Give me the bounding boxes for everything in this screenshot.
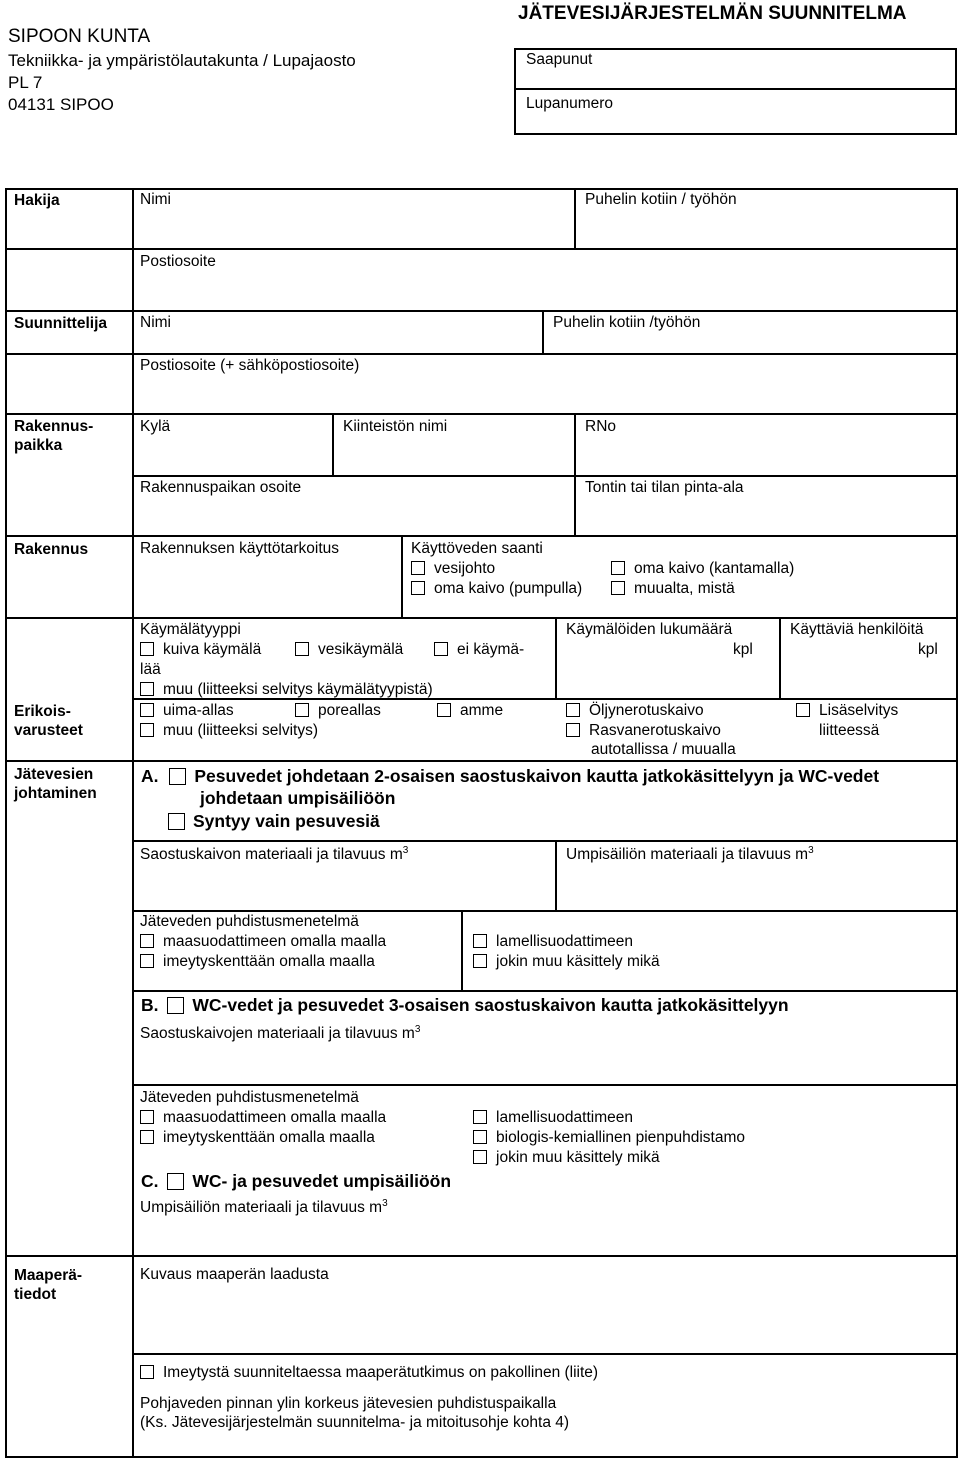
treatment-method-label: Jäteveden puhdistusmenetelmä <box>140 913 359 930</box>
treatment-divider <box>461 910 463 990</box>
applicant-name-label: Nimi <box>140 191 171 208</box>
department-name: Tekniikka- ja ympäristölautakunta / Lupajaosto <box>8 51 356 70</box>
checkbox[interactable] <box>168 813 185 830</box>
soil-description-field[interactable] <box>140 1266 329 1285</box>
treatment-a-infiltration[interactable] <box>140 953 375 972</box>
section-building-site <box>14 418 93 455</box>
site-divider <box>574 413 576 535</box>
checkbox[interactable] <box>140 642 154 656</box>
checkbox[interactable] <box>140 682 154 696</box>
organization-name: SIPOON KUNTA <box>8 26 151 47</box>
section-label-line: johtaminen <box>14 784 97 802</box>
persons-unit[interactable] <box>918 641 938 660</box>
groundwater-label: Pohjaveden pinnan ylin korkeus jätevesien puhdistuspaikalla <box>140 1395 557 1412</box>
toilet-type-label: Käymälätyyppi <box>140 621 241 638</box>
option-label: Imeytystä suunniteltaessa maaperätutkimus on pakollinen (liite) <box>163 1364 599 1381</box>
soil-survey-option[interactable] <box>140 1364 598 1383</box>
designer-phone-field[interactable] <box>553 314 700 333</box>
checkbox[interactable] <box>611 561 625 575</box>
checkbox[interactable] <box>473 1150 487 1164</box>
checkbox[interactable] <box>167 997 184 1014</box>
extra-report-option[interactable] <box>796 702 898 721</box>
village-label: Kylä <box>140 418 171 435</box>
option-label: maasuodattimeen omalla maalla <box>163 1109 387 1126</box>
option-label: jokin muu käsittely mikä <box>496 1149 660 1166</box>
unit-label: kpl <box>733 641 753 658</box>
option-label: uima-allas <box>163 702 234 719</box>
section-label-line: Jätevesien <box>14 766 94 783</box>
site-divider <box>332 413 334 475</box>
treatment-b-soil-filter[interactable] <box>140 1109 386 1128</box>
septic-tank-label: Saostuskaivon materiaali ja tilavuus m <box>140 846 403 864</box>
checkbox[interactable] <box>796 703 810 717</box>
water-option-well-carried[interactable] <box>611 560 794 579</box>
row-divider <box>5 310 958 312</box>
equipment-divider <box>555 617 557 698</box>
option-b[interactable] <box>141 995 789 1016</box>
row-divider <box>5 248 958 250</box>
only-wash-water-option[interactable] <box>168 811 380 832</box>
option-label: biologis-kemiallinen pienpuhdistamo <box>496 1129 746 1146</box>
option-label: maasuodattimeen omalla maalla <box>163 933 387 950</box>
option-a-text: Pesuvedet johdetaan 2-osaisen saostuskaivon kautta jatkokäsittelyyn ja WC-vedet <box>194 766 880 786</box>
checkbox[interactable] <box>411 581 425 595</box>
village-field[interactable] <box>140 418 170 437</box>
treatment-a-other[interactable] <box>473 953 660 972</box>
holding-tank-label: Umpisäiliön materiaali ja tilavuus m <box>566 846 809 864</box>
toilet-count-unit[interactable] <box>733 641 753 660</box>
option-label: lamellisuodattimeen <box>496 933 633 950</box>
designer-phone-label: Puhelin kotiin /työhön <box>553 314 701 331</box>
applicant-phone-label: Puhelin kotiin / työhön <box>585 191 737 208</box>
checkbox[interactable] <box>295 703 309 717</box>
checkbox[interactable] <box>566 723 580 737</box>
section-label-line: Erikois- <box>14 703 71 720</box>
section-label-line: Maaperä- <box>14 1267 83 1284</box>
option-label: vesijohto <box>434 560 496 577</box>
site-address-label: Rakennuspaikan osoite <box>140 479 302 496</box>
option-label: imeytyskenttään omalla maalla <box>163 1129 375 1146</box>
option-b-letter: B. <box>141 995 159 1015</box>
unit-label: kpl <box>918 641 938 658</box>
oil-separator-option[interactable] <box>566 702 704 721</box>
equipment-divider <box>779 617 781 698</box>
section-label-line: paikka <box>14 436 63 454</box>
received-label: Saapunut <box>526 51 593 68</box>
label-column-divider <box>132 188 134 1458</box>
extra-report-continued: liitteessä <box>819 722 880 739</box>
treatment-b-biochemical[interactable] <box>473 1129 745 1148</box>
septic-tank-field[interactable] <box>140 845 408 865</box>
checkbox[interactable] <box>566 703 580 717</box>
checkbox[interactable] <box>140 1365 154 1379</box>
option-a-letter: A. <box>141 766 159 786</box>
row-divider <box>132 475 958 477</box>
equipment-option-pool[interactable] <box>140 702 234 721</box>
option-a[interactable] <box>141 766 879 787</box>
checkbox[interactable] <box>140 1130 154 1144</box>
checkbox[interactable] <box>411 561 425 575</box>
water-supply-label: Käyttöveden saanti <box>411 540 543 557</box>
checkbox[interactable] <box>611 581 625 595</box>
option-label: muu (liitteeksi selvitys) <box>163 722 319 739</box>
checkbox[interactable] <box>473 1110 487 1124</box>
water-option-mains[interactable] <box>411 560 495 579</box>
option-label: Öljynerotuskaivo <box>589 702 704 719</box>
checkbox[interactable] <box>140 954 154 968</box>
designer-address-field[interactable] <box>140 357 359 376</box>
grease-separator-option[interactable] <box>566 722 721 741</box>
groundwater-field[interactable] <box>140 1395 569 1432</box>
office-box-divider <box>514 88 957 90</box>
checkbox[interactable] <box>434 642 448 656</box>
form-title: JÄTEVESIJÄRJESTELMÄN SUUNNITELMA <box>518 3 907 24</box>
row-divider <box>132 910 958 912</box>
applicant-address-field[interactable] <box>140 253 216 272</box>
option-label: Lisäselvitys <box>819 702 899 719</box>
designer-name-label: Nimi <box>140 314 171 331</box>
permit-number-field[interactable] <box>526 95 613 114</box>
row-divider <box>5 617 958 619</box>
row-divider <box>132 1084 958 1086</box>
tank-divider <box>555 840 557 910</box>
soil-description-label: Kuvaus maaperän laadusta <box>140 1266 329 1283</box>
plot-area-field[interactable] <box>585 479 744 498</box>
section-label-line: tiedot <box>14 1285 57 1303</box>
treatment-a-lamella[interactable] <box>473 933 633 952</box>
persons-label: Käyttäviä henkilöitä <box>790 621 924 638</box>
treatment-a-soil-filter[interactable] <box>140 933 386 952</box>
water-option-elsewhere[interactable] <box>611 580 735 599</box>
row-divider <box>5 760 958 762</box>
option-label: imeytyskenttään omalla maalla <box>163 953 375 970</box>
received-field[interactable] <box>526 51 592 70</box>
row-divider <box>132 990 958 992</box>
rno-label: RNo <box>585 418 617 435</box>
checkbox[interactable] <box>295 642 309 656</box>
section-soil-data <box>14 1267 82 1304</box>
property-name-field[interactable] <box>343 418 447 437</box>
toilet-option-other[interactable] <box>140 681 433 700</box>
treatment-b-lamella[interactable] <box>473 1109 633 1128</box>
checkbox[interactable] <box>473 934 487 948</box>
checkbox[interactable] <box>473 954 487 968</box>
toilet-option-water[interactable] <box>295 641 403 660</box>
superscript: 3 <box>402 845 409 856</box>
option-label: kuiva käymälä <box>163 641 262 658</box>
applicant-divider <box>574 188 576 248</box>
toilet-option-dry[interactable] <box>140 641 261 660</box>
option-label: muualta, mistä <box>634 580 735 597</box>
designer-name-field[interactable] <box>140 314 171 333</box>
section-designer: Suunnittelija <box>14 315 107 332</box>
treatment-b-other[interactable] <box>473 1149 660 1168</box>
rno-field[interactable] <box>585 418 616 437</box>
row-divider <box>5 1255 958 1257</box>
groundwater-note: (Ks. Jätevesijärjestelmän suunnitelma- ja mitoitusohje kohta 4) <box>140 1413 570 1431</box>
option-label: muu (liitteeksi selvitys käymälätyypistä) <box>163 681 433 698</box>
building-purpose-label: Rakennuksen käyttötarkoitus <box>140 540 340 557</box>
option-label: Rasvanerotuskaivo <box>589 722 721 739</box>
row-divider <box>5 353 958 355</box>
water-option-well-pumped[interactable] <box>411 580 582 599</box>
option-label: oma kaivo (kantamalla) <box>634 560 795 577</box>
option-label: oma kaivo (pumpulla) <box>434 580 583 597</box>
building-purpose-field[interactable] <box>140 540 339 559</box>
section-building: Rakennus <box>14 541 89 558</box>
site-address-field[interactable] <box>140 479 301 498</box>
option-label: vesikäymälä <box>318 641 404 658</box>
permit-number-label: Lupanumero <box>526 95 614 112</box>
checkbox[interactable] <box>140 1110 154 1124</box>
holding-tank-c-label: Umpisäiliön materiaali ja tilavuus m <box>140 1199 383 1217</box>
applicant-address-label: Postiosoite <box>140 253 216 270</box>
option-label: jokin muu käsittely mikä <box>496 953 660 970</box>
checkbox[interactable] <box>473 1130 487 1144</box>
row-divider <box>132 1353 958 1355</box>
designer-address-label: Postiosoite (+ sähköpostiosoite) <box>140 357 360 374</box>
option-label: lamellisuodattimeen <box>496 1109 633 1126</box>
holding-tank-c-field[interactable] <box>140 1198 388 1218</box>
septic-tanks-b-label: Saostuskaivojen materiaali ja tilavuus m <box>140 1025 415 1043</box>
option-c[interactable] <box>141 1171 451 1192</box>
row-divider <box>132 840 958 842</box>
equipment-option-bathtub[interactable] <box>437 702 503 721</box>
checkbox[interactable] <box>140 934 154 948</box>
section-wastewater <box>14 766 97 803</box>
checkbox[interactable] <box>169 768 186 785</box>
toilet-option-none[interactable] <box>434 641 524 660</box>
applicant-phone-field[interactable] <box>585 191 737 210</box>
option-label: Syntyy vain pesuvesiä <box>193 811 380 831</box>
equipment-option-other[interactable] <box>140 722 318 741</box>
treatment-b-infiltration[interactable] <box>140 1129 375 1148</box>
treatment-method-label-b: Jäteveden puhdistusmenetelmä <box>140 1089 359 1106</box>
option-a-continued: johdetaan umpisäiliöön <box>200 788 396 808</box>
superscript: 3 <box>414 1024 421 1035</box>
superscript: 3 <box>382 1198 388 1209</box>
building-divider <box>401 535 403 617</box>
section-label-line: varusteet <box>14 721 83 739</box>
toilet-count-label: Käymälöiden lukumäärä <box>566 621 733 638</box>
checkbox[interactable] <box>140 723 154 737</box>
section-special-equipment <box>14 703 83 740</box>
row-divider <box>5 413 958 415</box>
option-label: ei käymä- <box>457 641 525 658</box>
checkbox[interactable] <box>437 703 451 717</box>
po-box: PL 7 <box>8 73 43 92</box>
designer-divider <box>542 310 544 353</box>
applicant-name-field[interactable] <box>140 191 171 210</box>
garage-note: autotallissa / muualla <box>591 741 736 758</box>
equipment-option-jacuzzi[interactable] <box>295 702 381 721</box>
superscript: 3 <box>808 845 814 856</box>
option-c-letter: C. <box>141 1171 159 1191</box>
option-c-text: WC- ja pesuvedet umpisäiliöön <box>192 1171 452 1191</box>
section-applicant: Hakija <box>14 192 60 209</box>
postal-address: 04131 SIPOO <box>8 95 114 114</box>
plot-area-label: Tontin tai tilan pinta-ala <box>585 479 744 496</box>
septic-tanks-b-field[interactable] <box>140 1024 420 1044</box>
option-label: amme <box>460 702 504 719</box>
option-label: poreallas <box>318 702 381 719</box>
holding-tank-field[interactable] <box>566 845 814 865</box>
section-label-line: Rakennus- <box>14 418 94 435</box>
checkbox[interactable] <box>167 1173 184 1190</box>
checkbox[interactable] <box>140 703 154 717</box>
toilet-option-none-continued: lää <box>140 661 161 678</box>
row-divider <box>5 535 958 537</box>
option-b-text: WC-vedet ja pesuvedet 3-osaisen saostuskaivon kautta jatkokäsittelyyn <box>192 995 789 1015</box>
property-name-label: Kiinteistön nimi <box>343 418 448 435</box>
